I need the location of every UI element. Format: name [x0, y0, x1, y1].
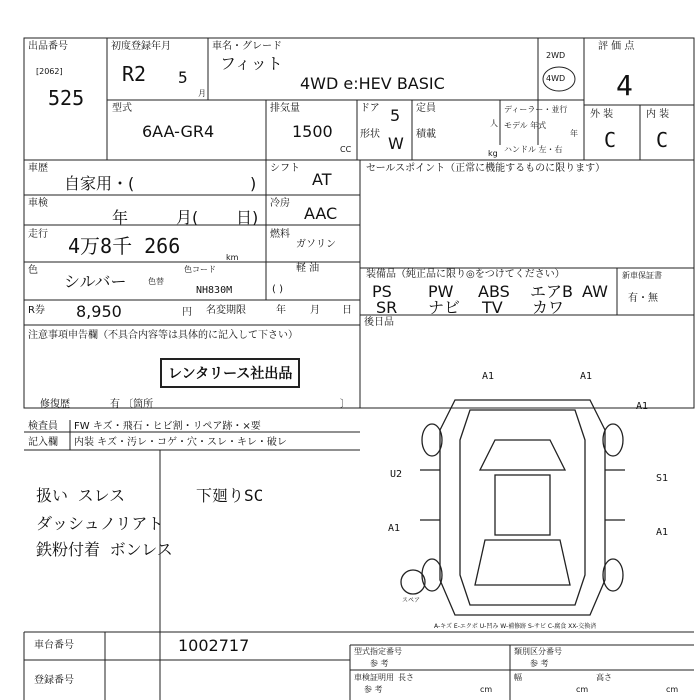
color-code: NH830M — [196, 285, 233, 296]
caution-label: 注意事項申告欄（不具合内容等は具体的に記入して下さい） — [28, 330, 298, 341]
equip-navi: ナビ — [428, 298, 461, 317]
era: R2 — [122, 62, 147, 86]
equip-leather: カワ — [532, 298, 565, 317]
car-name: フィット — [220, 54, 283, 73]
warranty-label: 新車保証書 — [622, 271, 662, 280]
mark-s1-right: S1 — [656, 473, 669, 484]
fuel-diesel: 軽 油 — [296, 263, 320, 274]
ac-label: 冷房 — [270, 198, 290, 209]
mark-a1-rear-right: A1 — [656, 527, 669, 538]
displacement-label: 排気量 — [270, 103, 300, 114]
handle-label: ハンドル 左・右 — [504, 145, 563, 154]
price-label: R券 — [28, 305, 45, 316]
width-label: 幅 — [514, 673, 522, 682]
first-reg-label: 初度登録年月 — [111, 41, 171, 52]
mark-a1-left: A1 — [388, 523, 401, 534]
color-change-label: 色替 — [148, 277, 164, 286]
equip-pw: PW — [428, 282, 454, 301]
color-value: シルバー — [64, 272, 127, 291]
interior-label: 内 装 — [646, 109, 670, 120]
model-label: 型式 — [112, 103, 132, 114]
height-unit: cm — [666, 685, 679, 694]
shaken-year: 年 — [112, 208, 129, 227]
interior-grade: C — [656, 128, 669, 152]
deadline-month: 月 — [310, 305, 320, 316]
score: 4 — [616, 69, 633, 102]
length-unit: cm — [480, 685, 493, 694]
interior-row: 内装 キズ・汚レ・コゲ・穴・スレ・キレ・破レ — [74, 437, 287, 448]
height-label: 高さ — [596, 673, 612, 682]
shape-label: 形状 — [360, 129, 380, 140]
fw-row: FW キズ・飛石・ヒビ割・リペア跡・×要 — [74, 421, 261, 432]
month: 5 — [178, 68, 188, 87]
memo-2: ダッシュノリアト — [36, 514, 164, 533]
cc-unit: CC — [340, 145, 352, 154]
deadline-day: 日 — [342, 305, 352, 316]
history-value: 自家用・( — [64, 174, 135, 193]
car-diagram — [401, 400, 625, 615]
type-cert-label: 型式指定番号 — [354, 647, 402, 656]
equipment-label: 装備品（純正品に限り◎をつけてください） — [366, 269, 565, 280]
model-year-label: モデル 年式 — [504, 121, 547, 130]
year-unit: 年 — [570, 129, 578, 138]
width-unit: cm — [576, 685, 589, 694]
repair-label: 修復歴 — [40, 399, 70, 410]
color-code-label: 色コード — [184, 265, 216, 274]
rental-stamp: レンタリース社出品 — [160, 358, 300, 388]
load-label: 積載 — [416, 129, 436, 140]
load-unit: kg — [488, 149, 498, 158]
warranty-value: 有・無 — [628, 293, 658, 304]
deadline-label: 名変期限 — [206, 305, 246, 316]
equip-ps: PS — [372, 282, 392, 301]
price-unit: 円 — [182, 307, 192, 318]
record-label: 記入欄 — [28, 437, 58, 448]
mark-a1-front-left: A1 — [482, 371, 495, 382]
sales-point-label: セールスポイント（正常に機能するものに限ります） — [366, 163, 606, 174]
mileage: 4万8千 266 — [68, 234, 181, 258]
repair-close: 〕 — [340, 399, 350, 410]
displacement: 1500 — [292, 122, 333, 141]
mileage-label: 走行 — [28, 229, 48, 240]
lot-label: 出品番号 — [28, 41, 68, 52]
model: 6AA-GR4 — [142, 122, 215, 141]
shaken-month: 月( — [176, 208, 199, 227]
color-label: 色 — [28, 265, 38, 276]
mark-a1-right: A1 — [636, 401, 649, 412]
equip-sr: SR — [376, 298, 398, 317]
doors-label: ドア — [360, 103, 380, 114]
mark-u2-left: U2 — [390, 469, 403, 480]
grade: 4WD e:HEV BASIC — [300, 74, 445, 93]
equip-tv: TV — [482, 298, 503, 317]
capacity-unit: 人 — [490, 119, 498, 128]
shaken-label: 車検 — [28, 198, 48, 209]
history-close: ) — [250, 174, 257, 193]
equip-abs: ABS — [478, 282, 510, 301]
memo-3: 鉄粉付着 ボンレス — [36, 540, 173, 559]
chassis-number: 1002717 — [178, 636, 250, 655]
length-label: 長さ — [398, 673, 414, 682]
damage-legend: A-キズ E-エクボ U-凹み W-補修跡 S-サビ C-腐食 XX-交換済 — [434, 623, 597, 630]
equip-aw: AW — [582, 282, 608, 301]
drive-4wd: 4WD — [546, 74, 566, 83]
memo-1: 扱い スレス — [36, 486, 126, 505]
class-label: 類別区分番号 — [514, 647, 562, 656]
deadline-year: 年 — [276, 305, 286, 316]
memo-4: 下廻りSC — [196, 486, 264, 505]
shift: AT — [312, 170, 332, 189]
shaken-day: 日) — [236, 208, 259, 227]
car-name-label: 車名・グレード — [212, 41, 282, 52]
doors: 5 — [390, 106, 401, 125]
price: 8,950 — [76, 302, 122, 321]
drive-2wd: 2WD — [546, 51, 566, 60]
repair-value: 有 〔箇所 — [110, 399, 154, 410]
lot-sub: [2062] — [36, 67, 63, 76]
lot-number: 525 — [48, 86, 85, 110]
dealer-label: ディーラー・並行 — [504, 105, 568, 114]
fuel-label: 燃料 — [270, 229, 290, 240]
score-label: 評 価 点 — [598, 41, 635, 52]
vehicle-cert-label: 車検証明用 — [354, 673, 394, 682]
ref-2: 参 考 — [530, 659, 549, 668]
chassis-label: 車台番号 — [34, 640, 74, 651]
reg-label: 登録番号 — [34, 675, 74, 686]
mark-a1-front-right: A1 — [580, 371, 593, 382]
inspector-label: 検査員 — [28, 421, 58, 432]
exterior-label: 外 装 — [590, 109, 614, 120]
exterior-grade: C — [604, 128, 617, 152]
km-unit: km — [226, 253, 239, 262]
rear-items-label: 後日品 — [364, 317, 394, 328]
month-unit: 月 — [198, 89, 206, 98]
fuel-gasoline: ガソリン — [296, 239, 336, 250]
capacity-label: 定員 — [416, 103, 436, 114]
shape: W — [388, 134, 404, 153]
shift-label: シフト — [270, 163, 300, 174]
fuel-other: ( ) — [272, 284, 283, 295]
equip-airbag: エアB — [530, 282, 573, 301]
ref-3: 参 考 — [364, 685, 383, 694]
spare-label: スペア — [402, 597, 421, 604]
history-label: 車歴 — [28, 163, 48, 174]
ref-1: 参 考 — [370, 659, 389, 668]
ac: AAC — [304, 204, 338, 223]
